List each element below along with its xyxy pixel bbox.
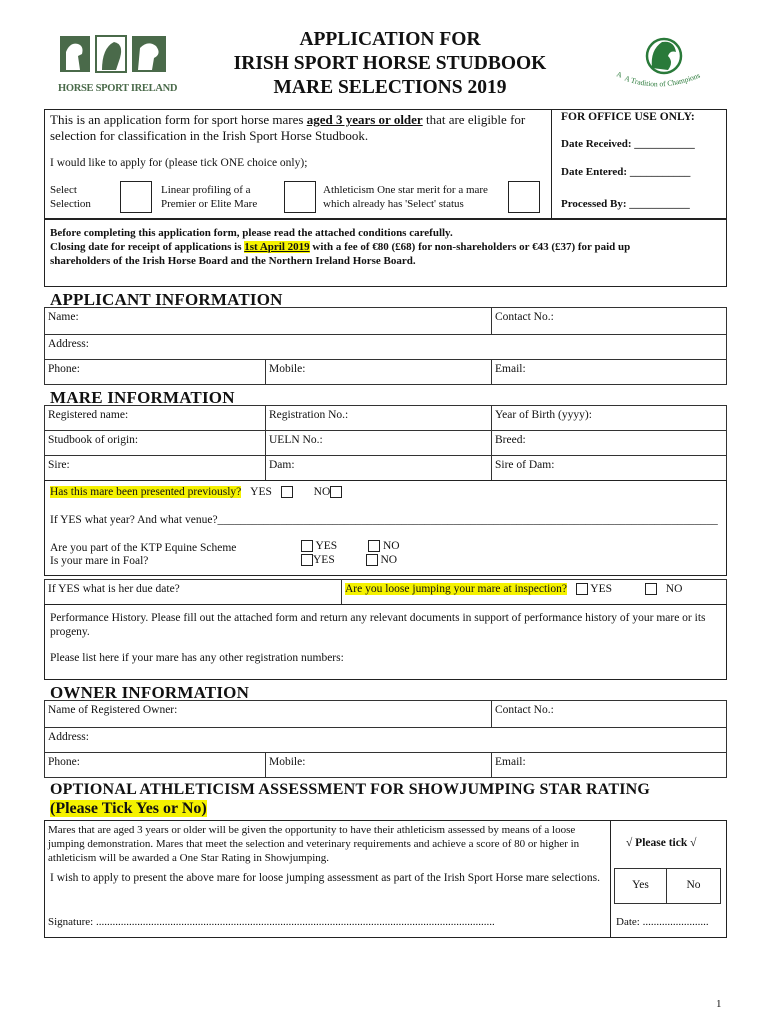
loose-no-checkbox[interactable] [645,583,657,595]
foal-options: YES NO [301,554,397,566]
svg-text:A: A [615,69,624,80]
ktp-question: Are you part of the KTP Equine Scheme [50,542,237,554]
ktp-options: YES NO [301,540,400,552]
applicant-heading: APPLICANT INFORMATION [50,290,283,309]
due-date-field[interactable]: If YES what is her due date? [44,579,342,605]
page-number: 1 [716,998,722,1010]
intro-text: This is an application form for sport horse mares aged 3 years or older that are eligible for selection for classification in the Irish Sport Horse Studbook. [50,112,526,143]
date-line[interactable]: Date: ........................ [616,916,709,928]
owner-heading: OWNER INFORMATION [50,683,250,702]
apply-line: I would like to apply for (please tick ONE choice only); [50,157,308,169]
mare-registered-name-field[interactable]: Registered name: [44,405,266,431]
owner-email-field[interactable]: Email: [491,752,727,778]
logo-tagline: A Tradition of Champions [623,70,702,89]
ktp-no-checkbox[interactable] [368,540,380,552]
option-select-checkbox[interactable] [120,181,152,213]
option-select-label: Select Selection [50,184,91,210]
office-date-entered: Date Entered: ___________ [561,166,691,178]
optional-yes-box[interactable]: Yes [614,868,667,904]
option-linear-checkbox[interactable] [284,181,316,213]
applicant-phone-field[interactable]: Phone: [44,359,266,385]
foal-no-checkbox[interactable] [366,554,378,566]
presented-no-checkbox[interactable] [330,486,342,498]
option-linear-label: Linear profiling of a Premier or Elite Mare [161,184,258,210]
presented-yes-checkbox[interactable] [281,486,293,498]
please-tick-label: √ Please tick √ [626,837,697,849]
mare-dam-field[interactable]: Dam: [265,455,492,481]
optional-apply-text: I wish to apply to present the above mare for loose jumping assessment as part of the Irish Sport Horse mare selections. [50,872,600,884]
horse-sport-ireland-logo [58,34,178,94]
mare-year-of-birth-field[interactable]: Year of Birth (yyyy): [491,405,727,431]
owner-mobile-field[interactable]: Mobile: [265,752,492,778]
owner-phone-field[interactable]: Phone: [44,752,266,778]
applicant-address-field[interactable]: Address: [44,334,727,360]
owner-name-field[interactable]: Name of Registered Owner: [44,700,492,728]
tradition-of-champions-logo [612,34,722,98]
office-date-received: Date Received: ___________ [561,138,695,150]
page-title: APPLICATION FOR IRISH SPORT HORSE STUDBOOK MARE SELECTIONS 2019 [233,29,547,98]
performance-history-text: Performance History. Please fill out the attached form and return any relevant documents in support of performance history of your mare or its progeny. [50,612,706,638]
signature-line[interactable]: Signature: ................................................................................................................................................. [48,916,495,928]
applicant-mobile-field[interactable]: Mobile: [265,359,492,385]
applicant-email-field[interactable]: Email: [491,359,727,385]
loose-yes-checkbox[interactable] [576,583,588,595]
loose-jumping-row: Are you loose jumping your mare at inspection? YES NO [341,579,727,605]
foal-yes-checkbox[interactable] [301,554,313,566]
optional-no-box[interactable]: No [666,868,721,904]
other-registration-text: Please list here if your mare has any other registration numbers: [50,652,344,664]
owner-contact-field[interactable]: Contact No.: [491,700,727,728]
mare-sire-of-dam-field[interactable]: Sire of Dam: [491,455,727,481]
venue-line[interactable]: If YES what year? And what venue?_______________________________________________________________________________________ [50,514,718,526]
mare-studbook-field[interactable]: Studbook of origin: [44,430,266,456]
optional-subheading: (Please Tick Yes or No) [50,800,207,817]
optional-heading: OPTIONAL ATHLETICISM ASSESSMENT FOR SHOWJUMPING STAR RATING [50,781,651,798]
ktp-yes-checkbox[interactable] [301,540,313,552]
mare-registration-no-field[interactable]: Registration No.: [265,405,492,431]
mare-heading: MARE INFORMATION [50,388,235,407]
mare-breed-field[interactable]: Breed: [491,430,727,456]
mare-sire-field[interactable]: Sire: [44,455,266,481]
mare-ueln-field[interactable]: UELN No.: [265,430,492,456]
option-athleticism-label: Athleticism One star merit for a mare which already has 'Select' status [323,184,488,210]
owner-address-field[interactable]: Address: [44,727,727,753]
applicant-contact-field[interactable]: Contact No.: [491,307,727,335]
office-processed-by: Processed By: ___________ [561,198,690,210]
applicant-name-field[interactable]: Name: [44,307,492,335]
presented-question: Has this mare been presented previously? YES NO [50,486,342,498]
logo-text: HORSE SPORT IRELAND [58,83,178,94]
foal-question: Is your mare in Foal? [50,555,149,567]
notice-text: Before completing this application form, please read the attached conditions carefully. Closing date for receipt of applications is 1st April 2019 with a fee of €80 (£68) for non-shareholders or €43 (£37) for paid up shareholders of the Irish Horse Board and the Northern Ireland Horse Board. [50,227,631,267]
option-athleticism-checkbox[interactable] [508,181,540,213]
office-use-title: FOR OFFICE USE ONLY: [561,111,695,123]
optional-description: Mares that are aged 3 years or older will be given the opportunity to have their athleticism assessed by means of a loose jumping demonstration. Mares that meet the selection and veterinary requirements and achieve a score of 80 or higher in athleticism will be awarded a One Star Rating in Showjumping. [48,824,580,864]
